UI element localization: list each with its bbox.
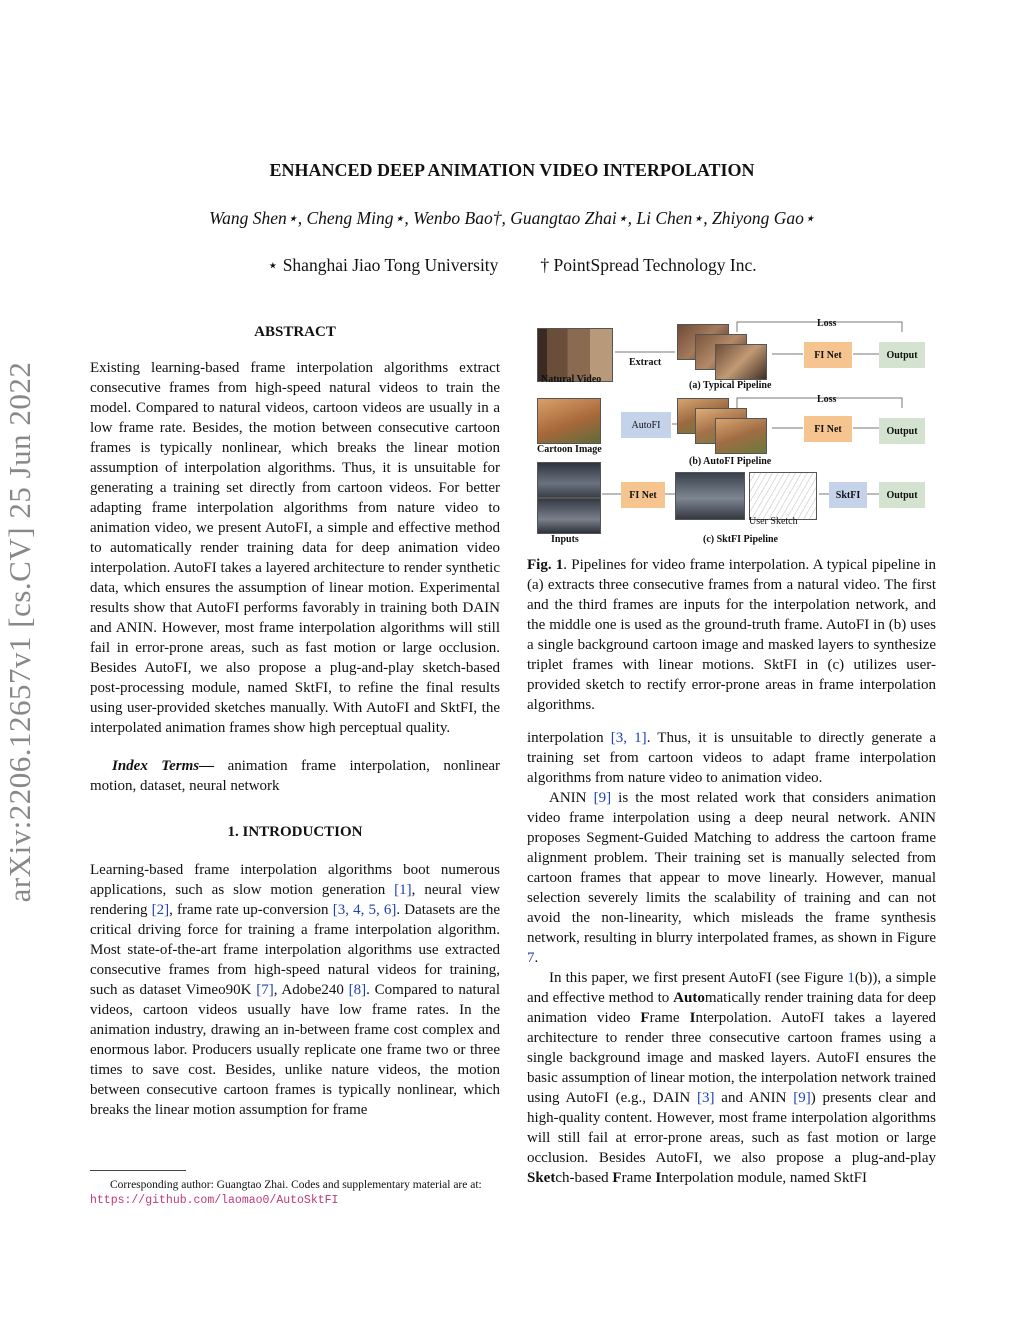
output-box-b: Output xyxy=(879,418,925,444)
interpolated-frame xyxy=(675,472,745,520)
finet-box-b: FI Net xyxy=(804,416,852,442)
citation-link[interactable]: [3, 4, 5, 6] xyxy=(332,902,397,918)
index-terms xyxy=(90,756,500,796)
output-box-c: Output xyxy=(879,482,925,508)
right-paragraph-3: In this paper, we first present AutoFI (see Figure 1(b)), a simple and effective method to Automatically render training data for deep animation video Frame Interpolation. AutoFI takes a layered architecture to render three consecutive cartoon frames using a single background image and masked layers. AutoFI ensures the basic assumption of linear motion, the interpolation network trained using AutoFI (e.g., DAIN [3] and ANIN [9]) presents clear and high-quality content. However, most frame interpolation algorithms will still fail at error-prone areas, such as fast motion or large occlusion. Besides AutoFI, we also propose a plug-and-play Sketch-based Frame Interpolation module, named SktFI xyxy=(527,970,936,1186)
intro-paragraph: Learning-based frame interpolation algorithms boot numerous applications, such as slow motion generation [1], neural view rendering [2], frame rate up-conversion [3, 4, 5, 6]. Datasets are the critical driving force for training a frame interpolation algorithm. Most state-of-the-art frame interpolation algorithms use extracted consecutive frames from high-speed natural videos for training, such as dataset Vimeo90K [7], Adobe240 [8]. Compared to natural videos, cartoon videos usually have low frame rates. In the animation industry, drawing an in-between frame cost complex and enormous labor. Producers usually replicate one frame two or three times to save cost. Besides, unlike nature videos, the motion between consecutive cartoon frames is typically nonlinear, which breaks the linear motion assumption for frame xyxy=(90,862,501,1118)
affiliations xyxy=(0,255,1024,276)
arxiv-identifier: arXiv:2206.12657v1 [cs.CV] 25 Jun 2022 xyxy=(2,361,37,903)
affiliation-sjtu: ⋆ Shanghai Jiao Tong University xyxy=(267,255,499,275)
footnote-divider xyxy=(90,1170,186,1171)
autofi-frame-3 xyxy=(715,418,767,454)
figure-caption: Fig. 1. Pipelines for video frame interpolation. A typical pipeline in (a) extracts three consecutive frames from a natural video. The first and the third frames are inputs for the interpolation network, and the middle one is used as the ground-truth frame. AutoFI in (b) uses a single background cartoon image and masked layers to synthesize triplet frames with linear motions. SktFI in (c) utilizes user-provided sketch to rectify error-prone areas in frame interpolation algorithms. xyxy=(527,557,936,713)
right-paragraph-2: ANIN [9] is the most related work that considers animation video frame interpolation using a deep neural network. ANIN proposes Segment-Guided Matching to address the cartoon frame alignment problem. Their training set is manually selected from cartoon frames that appear to move linearly. However, manual selection severely limits the scalability of training and can not avoid the non-linearity, which misleads the frame synthesis network, resulting in blurry interpolated frames, as shown in Figure 7. xyxy=(527,790,936,966)
figure-link[interactable]: 7 xyxy=(527,950,535,966)
index-terms-label: Index Terms— xyxy=(112,758,215,774)
citation-link[interactable]: [3, 1] xyxy=(610,730,647,746)
finet-box-c: FI Net xyxy=(621,482,665,508)
autofi-pipeline-label: (b) AutoFI Pipeline xyxy=(689,456,772,467)
right-column xyxy=(527,728,936,1188)
sktfi-pipeline-label: (c) SktFI Pipeline xyxy=(703,534,778,545)
extracted-frame-3 xyxy=(715,344,767,380)
citation-link[interactable]: [7] xyxy=(256,982,274,998)
figure-pipelines xyxy=(527,312,937,552)
typical-pipeline-label: (a) Typical Pipeline xyxy=(689,380,772,391)
affiliation-pointspread: † PointSpread Technology Inc. xyxy=(540,255,757,275)
figure-label: Fig. 1 xyxy=(527,557,564,573)
citation-link[interactable]: [1] xyxy=(394,882,412,898)
cartoon-image-label: Cartoon Image xyxy=(537,444,602,455)
finet-box-a: FI Net xyxy=(804,342,852,368)
author-list: Wang Shen⋆, Cheng Ming⋆, Wenbo Bao†, Guangtao Zhai⋆, Li Chen⋆, Zhiyong Gao⋆ xyxy=(209,208,815,228)
input-frame-2 xyxy=(537,498,601,534)
abstract-heading: ABSTRACT xyxy=(254,324,336,340)
cartoon-image xyxy=(537,398,601,444)
citation-link[interactable]: [3] xyxy=(697,1090,715,1106)
figure-link[interactable]: 1 xyxy=(847,970,855,986)
paper-title: ENHANCED DEEP ANIMATION VIDEO INTERPOLATION xyxy=(269,160,755,180)
loss-label-a: Loss xyxy=(817,318,837,329)
footnote: Corresponding author: Guangtao Zhai. Codes and supplementary material are at: https://github.com/laomao0/AutoSktFI xyxy=(90,1179,482,1207)
intro-heading: 1. INTRODUCTION xyxy=(227,824,363,840)
code-url-link[interactable]: https://github.com/laomao0/AutoSktFI xyxy=(90,1194,339,1207)
output-box-a: Output xyxy=(879,342,925,368)
index-terms-text: animation frame interpolation, nonlinear motion, dataset, neural network xyxy=(90,758,500,794)
loss-label-b: Loss xyxy=(817,394,837,405)
right-paragraph-1: interpolation [3, 1]. Thus, it is unsuitable to directly generate a training set from cartoon videos to adapt frame interpolation algorithms from nature video to animation video. xyxy=(527,730,936,786)
abstract-text: Existing learning-based frame interpolation algorithms extract consecutive frames from high-speed natural videos to train the model. Compared to natural videos, cartoon videos are usually in a low frame rate. Besides, the motion between consecutive cartoon frames is typically nonlinear, which breaks the linear motion assumption of interpolation algorithms. Thus, it is unsuitable for generating a training set directly from cartoon videos. For better adapting frame interpolation algorithms from nature video to animation video, we present AutoFI, a simple and effective method to automatically render training data for deep animation video interpolation. AutoFI takes a layered architecture to render synthetic data, which ensures the assumption of linear motion. Experimental results show that AutoFI performs favorably in training both DAIN and ANIN. However, most frame interpolation algorithms will still fail in error-prone areas, such as fast motion or large occlusion. Besides AutoFI, we also propose a plug-and-play sketch-based post-processing module, named SktFI, to refine the final results using user-provided sketches manually. With AutoFI and SktFI, the interpolated animation frames show high perceptual quality. xyxy=(90,360,500,736)
natural-video-label: Natural Video xyxy=(541,374,602,385)
left-column xyxy=(90,322,500,1120)
autofi-box: AutoFI xyxy=(621,412,671,438)
citation-link[interactable]: [8] xyxy=(348,982,367,998)
citation-link[interactable]: [9] xyxy=(793,1090,811,1106)
citation-link[interactable]: [9] xyxy=(593,790,612,806)
user-sketch-label: User Sketch xyxy=(749,516,798,527)
input-frame-1 xyxy=(537,462,601,498)
citation-link[interactable]: [2] xyxy=(151,902,170,918)
sketch-image xyxy=(749,472,817,520)
inputs-label: Inputs xyxy=(551,534,579,545)
sktfi-box: SktFI xyxy=(829,482,867,508)
extract-label: Extract xyxy=(629,357,662,368)
